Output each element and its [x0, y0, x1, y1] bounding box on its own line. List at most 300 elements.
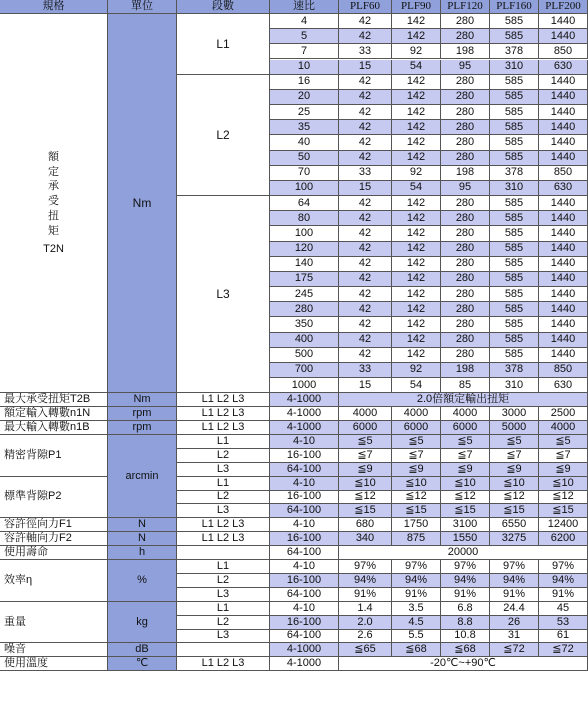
ratio-cell: 140 — [270, 257, 339, 272]
ratio-cell: 4-10 — [270, 518, 339, 532]
value-cell: ≦9 — [490, 463, 539, 477]
value-cell: 142 — [392, 348, 441, 363]
ratio-cell: 4-1000 — [270, 407, 339, 421]
temperature-label: 使用溫度 — [0, 657, 108, 671]
ratio-cell: 245 — [270, 287, 339, 302]
noise-label: 噪音 — [0, 643, 108, 657]
value-cell: 198 — [441, 363, 490, 378]
rated-torque-unit: Nm — [108, 14, 177, 393]
value-cell: 142 — [392, 105, 441, 120]
value-cell: 42 — [339, 29, 392, 44]
value-cell: 31 — [490, 630, 539, 644]
value-cell: 24.4 — [490, 602, 539, 616]
stage-cell: L3 — [177, 504, 270, 518]
value-cell: 97% — [539, 560, 588, 574]
value-cell: ≦5 — [339, 435, 392, 449]
lifetime-unit: h — [108, 546, 177, 560]
weight-label: 重量 — [0, 602, 108, 644]
rated-torque-label — [0, 14, 108, 393]
value-cell: 26 — [490, 616, 539, 630]
value-cell: ≦15 — [441, 504, 490, 518]
ratio-cell: 400 — [270, 333, 339, 348]
value-cell: 585 — [490, 196, 539, 211]
header-plf120: PLF120 — [441, 0, 490, 14]
value-cell: 1550 — [441, 532, 490, 546]
value-cell: 280 — [441, 287, 490, 302]
value-cell: 42 — [339, 333, 392, 348]
value-cell: 3000 — [490, 407, 539, 421]
stage-cell: L3 — [177, 196, 270, 393]
value-cell: 585 — [490, 211, 539, 226]
value-cell: 585 — [490, 242, 539, 257]
ratio-cell: 70 — [270, 166, 339, 181]
value-cell: 142 — [392, 257, 441, 272]
ratio-cell: 16-100 — [270, 491, 339, 505]
value-cell: 3.5 — [392, 602, 441, 616]
ratio-cell: 120 — [270, 242, 339, 257]
value-cell: 97% — [490, 560, 539, 574]
value-cell: 1440 — [539, 242, 588, 257]
value-cell: 6.8 — [441, 602, 490, 616]
value-cell: 585 — [490, 151, 539, 166]
value-cell: ≦10 — [392, 477, 441, 491]
value-cell: 15 — [339, 181, 392, 196]
max-torque-unit: Nm — [108, 393, 177, 407]
rated-speed-label: 額定輸入轉數n1N — [0, 407, 108, 421]
max-speed-unit: rpm — [108, 421, 177, 435]
value-cell: 280 — [441, 90, 490, 105]
value-cell: 4000 — [539, 421, 588, 435]
value-cell: 875 — [392, 532, 441, 546]
value-cell: 42 — [339, 75, 392, 90]
value-cell: ≦10 — [441, 477, 490, 491]
value-cell: 280 — [441, 135, 490, 150]
ratio-cell: 16-100 — [270, 449, 339, 463]
value-cell: 42 — [339, 272, 392, 287]
value-cell: 585 — [490, 226, 539, 241]
ratio-cell: 4-1000 — [270, 393, 339, 407]
value-cell: 280 — [441, 272, 490, 287]
value-cell: 94% — [441, 574, 490, 588]
value-cell: ≦7 — [392, 449, 441, 463]
value-cell: 42 — [339, 348, 392, 363]
value-cell: ≦72 — [539, 643, 588, 657]
value-cell: 1440 — [539, 135, 588, 150]
stage-cell: L2 — [177, 574, 270, 588]
value-cell: 142 — [392, 90, 441, 105]
value-cell: 1440 — [539, 29, 588, 44]
value-cell: ≦7 — [490, 449, 539, 463]
ratio-cell: 4-1000 — [270, 657, 339, 671]
value-cell: 42 — [339, 196, 392, 211]
header-plf60: PLF60 — [339, 0, 392, 14]
rated-torque-label-char: 承 — [48, 180, 59, 193]
ratio-cell: 4-10 — [270, 477, 339, 491]
value-cell: 1440 — [539, 348, 588, 363]
value-cell: 280 — [441, 317, 490, 332]
rated-torque-label-char: 扭 — [48, 210, 59, 223]
value-cell: 585 — [490, 257, 539, 272]
value-cell: ≦5 — [539, 435, 588, 449]
rated-torque-label-char: 定 — [48, 165, 59, 178]
value-cell: 310 — [490, 181, 539, 196]
value-cell: 94% — [490, 574, 539, 588]
ratio-cell: 80 — [270, 211, 339, 226]
value-cell: 91% — [392, 588, 441, 602]
ratio-cell: 500 — [270, 348, 339, 363]
value-cell: 61 — [539, 630, 588, 644]
header-stage: 段數 — [177, 0, 270, 14]
value-cell: 1440 — [539, 272, 588, 287]
header-plf160: PLF160 — [490, 0, 539, 14]
header-plf90: PLF90 — [392, 0, 441, 14]
value-cell: 1440 — [539, 196, 588, 211]
value-cell: 850 — [539, 363, 588, 378]
ratio-cell: 280 — [270, 302, 339, 317]
value-cell: 142 — [392, 135, 441, 150]
value-cell: 54 — [392, 378, 441, 393]
value-cell: 42 — [339, 135, 392, 150]
ratio-cell: 64-100 — [270, 463, 339, 477]
value-cell: 850 — [539, 166, 588, 181]
value-cell: ≦12 — [539, 491, 588, 505]
value-cell: 95 — [441, 181, 490, 196]
value-cell: 42 — [339, 105, 392, 120]
stage-cell: L1 — [177, 560, 270, 574]
value-cell: 42 — [339, 151, 392, 166]
stage-cell: L1 — [177, 477, 270, 491]
ratio-cell: 4-1000 — [270, 643, 339, 657]
temperature-unit: ℃ — [108, 657, 177, 671]
ratio-cell: 700 — [270, 363, 339, 378]
ratio-cell: 64-100 — [270, 588, 339, 602]
value-cell: 1750 — [392, 518, 441, 532]
ratio-cell: 100 — [270, 181, 339, 196]
value-cell: 142 — [392, 272, 441, 287]
value-cell: ≦12 — [441, 491, 490, 505]
value-cell: 850 — [539, 44, 588, 59]
value-cell: 310 — [490, 60, 539, 75]
value-cell: ≦5 — [392, 435, 441, 449]
stage-cell: L2 — [177, 491, 270, 505]
standard-backlash-label: 標準背隙P2 — [0, 477, 108, 519]
value-cell: 4000 — [441, 407, 490, 421]
stage-cell: L3 — [177, 463, 270, 477]
value-cell: 198 — [441, 166, 490, 181]
value-cell: 42 — [339, 302, 392, 317]
value-cell: 91% — [441, 588, 490, 602]
value-cell: 142 — [392, 226, 441, 241]
value-cell: 3100 — [441, 518, 490, 532]
value-cell: 280 — [441, 120, 490, 135]
value-cell: ≦5 — [490, 435, 539, 449]
value-cell: 1440 — [539, 14, 588, 29]
value-cell: 2.0 — [339, 616, 392, 630]
value-cell: 280 — [441, 302, 490, 317]
value-cell: 585 — [490, 75, 539, 90]
stage-cell: L1 L2 L3 — [177, 518, 270, 532]
ratio-cell: 64-100 — [270, 630, 339, 644]
value-cell: 378 — [490, 166, 539, 181]
stage-cell: L1 — [177, 14, 270, 75]
ratio-cell: 10 — [270, 60, 339, 75]
value-cell: 42 — [339, 226, 392, 241]
value-cell: 280 — [441, 333, 490, 348]
header-ratio: 速比 — [270, 0, 339, 14]
value-cell: 1440 — [539, 151, 588, 166]
rated-torque-label-char: 額 — [48, 150, 59, 163]
header-unit: 單位 — [108, 0, 177, 14]
value-cell: 340 — [339, 532, 392, 546]
value-cell: 585 — [490, 14, 539, 29]
value-cell: 142 — [392, 120, 441, 135]
value-cell: 97% — [392, 560, 441, 574]
value-cell: 280 — [441, 196, 490, 211]
value-cell: 15 — [339, 60, 392, 75]
value-cell: 6000 — [392, 421, 441, 435]
value-cell: 142 — [392, 196, 441, 211]
value-cell: 585 — [490, 272, 539, 287]
value-cell: 53 — [539, 616, 588, 630]
value-cell: 585 — [490, 333, 539, 348]
ratio-cell: 100 — [270, 226, 339, 241]
value-cell: 280 — [441, 105, 490, 120]
value-cell: 5.5 — [392, 630, 441, 644]
value-cell: ≦7 — [339, 449, 392, 463]
rated-torque-label-char: T2N — [43, 242, 64, 255]
value-cell: 585 — [490, 135, 539, 150]
value-cell: 6200 — [539, 532, 588, 546]
value-cell: ≦9 — [441, 463, 490, 477]
value-cell: ≦68 — [392, 643, 441, 657]
value-cell: 280 — [441, 348, 490, 363]
value-cell: 585 — [490, 287, 539, 302]
ratio-cell: 175 — [270, 272, 339, 287]
value-cell: 42 — [339, 257, 392, 272]
value-cell: 1440 — [539, 75, 588, 90]
stage-cell: L1 — [177, 602, 270, 616]
value-cell: 2500 — [539, 407, 588, 421]
value-cell: 1440 — [539, 302, 588, 317]
stage-cell: L3 — [177, 630, 270, 644]
value-cell: 280 — [441, 257, 490, 272]
value-cell: 142 — [392, 29, 441, 44]
value-cell: ≦65 — [339, 643, 392, 657]
value-cell: 4.5 — [392, 616, 441, 630]
stage-cell: L2 — [177, 616, 270, 630]
value-cell: ≦15 — [392, 504, 441, 518]
ratio-cell: 4-10 — [270, 602, 339, 616]
value-cell: 94% — [339, 574, 392, 588]
ratio-cell: 50 — [270, 151, 339, 166]
value-cell: ≦7 — [441, 449, 490, 463]
rated-torque-label-char: 受 — [48, 195, 59, 208]
weight-unit: kg — [108, 602, 177, 644]
value-cell: 33 — [339, 44, 392, 59]
value-cell: 142 — [392, 317, 441, 332]
ratio-cell: 16-100 — [270, 574, 339, 588]
value-cell: 3275 — [490, 532, 539, 546]
ratio-cell: 4-1000 — [270, 421, 339, 435]
value-cell: 142 — [392, 75, 441, 90]
value-cell: 91% — [539, 588, 588, 602]
value-cell: 585 — [490, 29, 539, 44]
value-cell: 42 — [339, 14, 392, 29]
ratio-cell: 350 — [270, 317, 339, 332]
efficiency-label: 效率η — [0, 560, 108, 602]
ratio-cell: 16-100 — [270, 616, 339, 630]
stage-cell: L1 L2 L3 — [177, 393, 270, 407]
value-cell: 142 — [392, 287, 441, 302]
ratio-cell: 64 — [270, 196, 339, 211]
radial-force-unit: N — [108, 518, 177, 532]
value-cell: ≦15 — [539, 504, 588, 518]
header-plf200: PLF200 — [539, 0, 588, 14]
ratio-cell: 25 — [270, 105, 339, 120]
value-cell: 42 — [339, 287, 392, 302]
value-cell: 92 — [392, 44, 441, 59]
value-cell: 1440 — [539, 120, 588, 135]
value-cell: 1440 — [539, 333, 588, 348]
value-cell: -20℃~+90℃ — [339, 657, 588, 671]
value-cell: 97% — [441, 560, 490, 574]
rated-torque-label-char: 矩 — [48, 224, 59, 237]
value-cell: 198 — [441, 44, 490, 59]
value-cell: 142 — [392, 302, 441, 317]
value-cell: ≦72 — [490, 643, 539, 657]
value-cell: 2.6 — [339, 630, 392, 644]
value-cell: 54 — [392, 60, 441, 75]
value-cell: ≦10 — [539, 477, 588, 491]
value-cell: 4000 — [339, 407, 392, 421]
value-cell: 2.0倍額定輸出扭矩 — [339, 393, 588, 407]
value-cell: 42 — [339, 242, 392, 257]
ratio-cell: 4-10 — [270, 560, 339, 574]
value-cell: 1440 — [539, 90, 588, 105]
stage-cell — [177, 643, 270, 657]
value-cell: 92 — [392, 363, 441, 378]
value-cell: 91% — [490, 588, 539, 602]
value-cell: 92 — [392, 166, 441, 181]
value-cell: 630 — [539, 181, 588, 196]
noise-unit: dB — [108, 643, 177, 657]
value-cell: 142 — [392, 151, 441, 166]
value-cell: 1440 — [539, 317, 588, 332]
value-cell: 1.4 — [339, 602, 392, 616]
value-cell: ≦10 — [490, 477, 539, 491]
value-cell: 10.8 — [441, 630, 490, 644]
value-cell: 142 — [392, 14, 441, 29]
value-cell: 585 — [490, 90, 539, 105]
value-cell: 42 — [339, 317, 392, 332]
value-cell: 585 — [490, 302, 539, 317]
header-spec: 規格 — [0, 0, 108, 14]
value-cell: 94% — [539, 574, 588, 588]
value-cell: 85 — [441, 378, 490, 393]
value-cell: 54 — [392, 181, 441, 196]
stage-cell — [177, 546, 270, 560]
value-cell: 280 — [441, 75, 490, 90]
value-cell: 42 — [339, 120, 392, 135]
ratio-cell: 5 — [270, 29, 339, 44]
ratio-cell: 20 — [270, 90, 339, 105]
efficiency-unit: % — [108, 560, 177, 602]
value-cell: ≦12 — [392, 491, 441, 505]
value-cell: 8.8 — [441, 616, 490, 630]
value-cell: 1440 — [539, 211, 588, 226]
precision-backlash-label: 精密背隙P1 — [0, 435, 108, 477]
value-cell: 6000 — [441, 421, 490, 435]
value-cell: ≦10 — [339, 477, 392, 491]
value-cell: 585 — [490, 348, 539, 363]
value-cell: 12400 — [539, 518, 588, 532]
value-cell: 378 — [490, 44, 539, 59]
value-cell: 91% — [339, 588, 392, 602]
value-cell: 310 — [490, 378, 539, 393]
value-cell: 142 — [392, 333, 441, 348]
value-cell: 6000 — [339, 421, 392, 435]
value-cell: 4000 — [392, 407, 441, 421]
ratio-cell: 16-100 — [270, 532, 339, 546]
ratio-cell: 4 — [270, 14, 339, 29]
value-cell: 33 — [339, 363, 392, 378]
value-cell: ≦68 — [441, 643, 490, 657]
value-cell: 142 — [392, 211, 441, 226]
value-cell: 378 — [490, 363, 539, 378]
value-cell: ≦12 — [339, 491, 392, 505]
value-cell: ≦12 — [490, 491, 539, 505]
value-cell: ≦15 — [339, 504, 392, 518]
value-cell: 280 — [441, 242, 490, 257]
ratio-cell: 1000 — [270, 378, 339, 393]
value-cell: 280 — [441, 151, 490, 166]
ratio-cell: 16 — [270, 75, 339, 90]
ratio-cell: 64-100 — [270, 546, 339, 560]
value-cell: ≦9 — [392, 463, 441, 477]
value-cell: 94% — [392, 574, 441, 588]
value-cell: 1440 — [539, 257, 588, 272]
value-cell: 1440 — [539, 226, 588, 241]
lifetime-label: 使用壽命 — [0, 546, 108, 560]
axial-force-label: 容許軸向力F2 — [0, 532, 108, 546]
value-cell: 630 — [539, 60, 588, 75]
value-cell: ≦15 — [490, 504, 539, 518]
stage-cell: L1 — [177, 435, 270, 449]
value-cell: 680 — [339, 518, 392, 532]
value-cell: 280 — [441, 226, 490, 241]
value-cell: 33 — [339, 166, 392, 181]
stage-cell: L1 L2 L3 — [177, 407, 270, 421]
value-cell: 142 — [392, 242, 441, 257]
backlash-unit: arcmin — [108, 435, 177, 518]
value-cell: ≦9 — [539, 463, 588, 477]
value-cell: 585 — [490, 105, 539, 120]
ratio-cell: 64-100 — [270, 504, 339, 518]
value-cell: 585 — [490, 317, 539, 332]
value-cell: 5000 — [490, 421, 539, 435]
value-cell: ≦7 — [539, 449, 588, 463]
value-cell: 280 — [441, 29, 490, 44]
value-cell: 280 — [441, 14, 490, 29]
value-cell: 45 — [539, 602, 588, 616]
value-cell: 280 — [441, 211, 490, 226]
value-cell: 20000 — [339, 546, 588, 560]
value-cell: 95 — [441, 60, 490, 75]
value-cell: ≦9 — [339, 463, 392, 477]
value-cell: 1440 — [539, 105, 588, 120]
rated-speed-unit: rpm — [108, 407, 177, 421]
stage-cell: L1 L2 L3 — [177, 657, 270, 671]
